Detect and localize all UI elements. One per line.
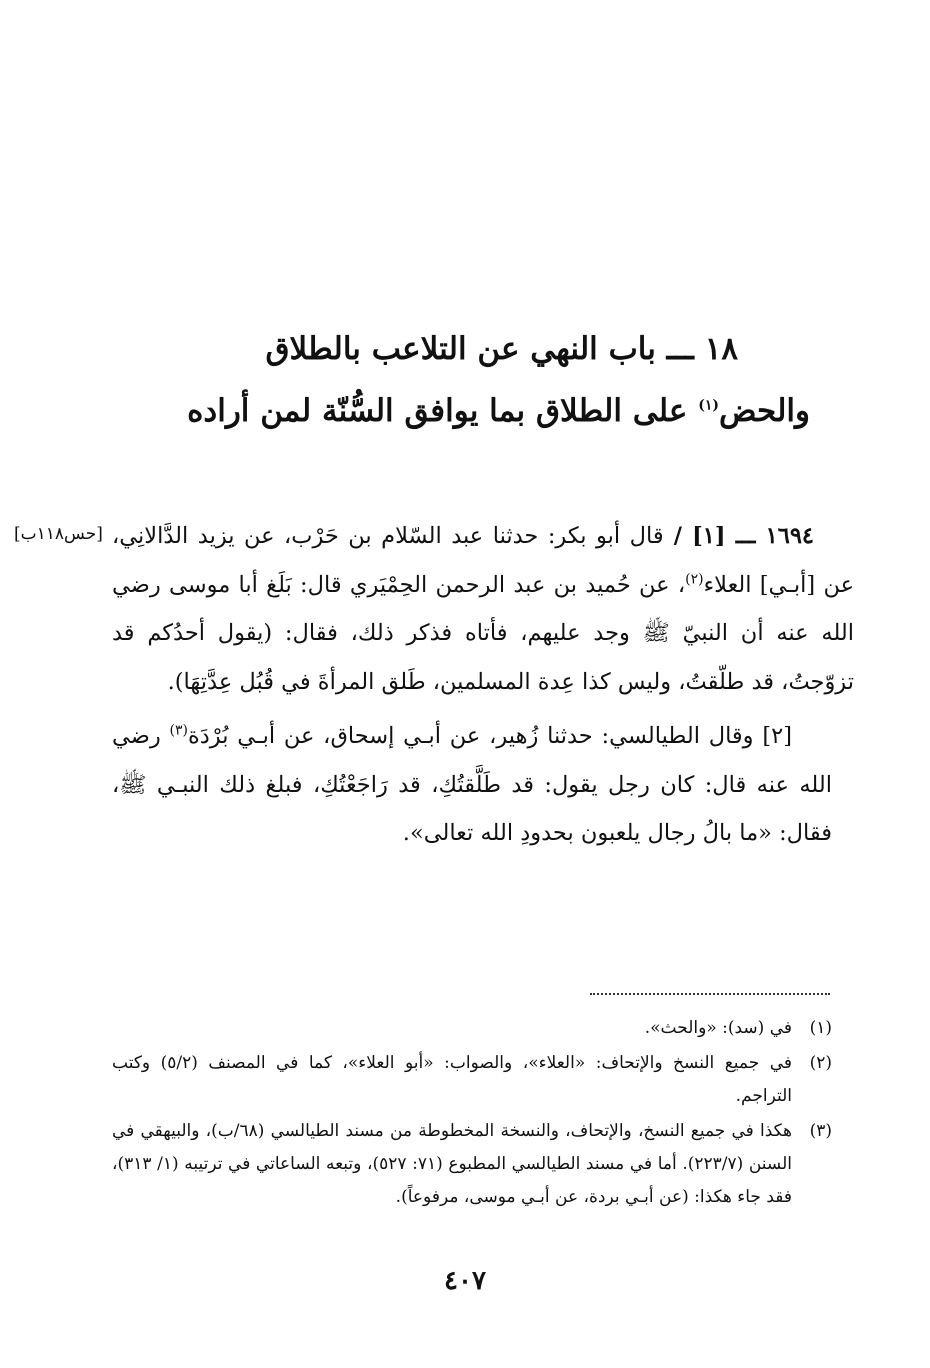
footnote-text: في (سد): «والحث». [644,1018,792,1038]
footnote-ref-2[interactable]: (٢) [685,571,704,587]
chapter-title-line2-start: والحض [718,393,810,429]
hadith-paragraph-1 [112,512,854,706]
footnote-text: هكذا في جميع النسخ، والإتحاف، والنسخة المخطوطة من مسند الطيالسي (٦٨/ب)، والبيهقي في السنن (٢٢٣/٧). أما في مسند الطيالسي المطبوع (٧١: ٥٢٧)، وتبعه الساعاتي في ترتيبه (١/ ٣١٣)، فقد جاء هكذا: (عن أبـي بردة، عن أبـي موسى، مرفوعاً). [112,1121,792,1207]
hadith-2-text-end: رضي الله عنه قال: كان رجل يقول: قد طَلَّقتُكِ، قد رَاجَعْتُكِ، فبلغ ذلك النبـي ﷺ، فقال: «ما بالُ رجال يلعبون بحدودِ الله تعالى». [112,723,832,846]
footnote-ref-3[interactable]: (٣) [169,722,188,739]
footnote-number: (١) [809,1018,832,1038]
chapter-title-line1: ١٨ ـــ باب النهي عن التلاعب بالطلاق [265,331,738,367]
chapter-title-line2-end: على الطلاق بما يوافق السُّنّة لمن أراده [187,393,699,429]
chapter-heading [120,318,810,442]
footnote-number: (٣) [809,1121,832,1141]
footnotes-section [112,1012,832,1216]
hadith-1-text-start: قال أبو بكر: حدثنا عبد السّلام بن حَرْب، عن يزيد الدَّالانِي، عن [أبـي] العلاء [112,523,854,598]
page-number: ٤٠٧ [444,1266,486,1296]
footnote-3 [112,1115,832,1214]
footnote-number: (٢) [809,1053,832,1073]
footnote-text: في جميع النسخ والإتحاف: «العلاء»، والصواب: «أبو العلاء»، كما في المصنف (٥/٢) وكتب التراجم. [112,1053,792,1106]
hadith-number: ١٦٩٤ ـــ [١] / [663,523,814,549]
hadith-paragraph-2 [112,712,832,858]
footnote-separator [590,993,830,999]
footnote-ref-1[interactable]: (١) [698,397,719,414]
hadith-2-text-start: [٢] وقال الطيالسي: حدثنا زُهير، عن أبـي إسحاق، عن أبـي بُرْدَة [187,723,792,749]
hadith-1-text-end: ، عن حُميد بن عبد الرحمن الحِمْيَري قال: بَلَغ أبا موسى رضي الله عنه أن النبيّ ﷺ وجد عليهم، فأتاه فذكر ذلك، فقال: (يقول أحدُكم قد تزوّجتُ، قد طلّقتُ، وليس كذا عِدة المسلمين، طَلق المرأةَ في قُبُل عِدَّتِهَا). [112,571,854,695]
chapter-title-line2 [120,380,810,442]
footnote-2 [112,1047,832,1113]
footnote-1 [112,1012,832,1045]
manuscript-margin-reference: [حس١١٨ب] [14,524,103,544]
hadith-body [112,512,854,858]
